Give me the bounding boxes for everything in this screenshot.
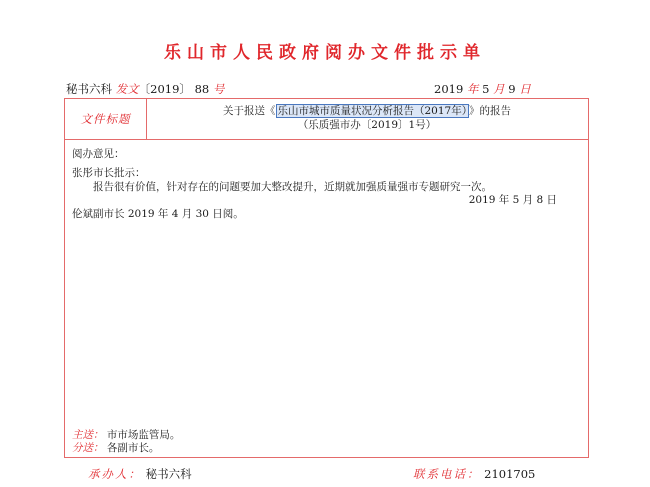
doc-prefix: 秘书六科 bbox=[66, 82, 112, 96]
phone bbox=[413, 466, 535, 482]
opinion-body bbox=[72, 167, 577, 221]
subject-text bbox=[147, 104, 587, 132]
approver-line: 张彤市长批示： bbox=[72, 167, 146, 179]
subject-suffix: 》的报告 bbox=[468, 105, 511, 117]
subject-label: 文件标题 bbox=[65, 99, 147, 139]
date-day: 9 bbox=[508, 82, 516, 96]
selected-report-title[interactable]: 乐山市城市质量状况分析报告（2017年） bbox=[277, 105, 467, 117]
main-recipient-label: 主送： bbox=[72, 429, 104, 441]
doc-year: 〔2019〕 bbox=[138, 82, 191, 96]
document-number bbox=[66, 81, 224, 97]
approval-form bbox=[64, 98, 589, 458]
opinion-label: 阅办意见： bbox=[72, 148, 125, 160]
main-recipient-value: 市市场监管局。 bbox=[106, 429, 181, 441]
subject-reference: （乐质强市办〔2019〕1号） bbox=[297, 119, 437, 131]
subject-row bbox=[65, 99, 588, 140]
cc-recipient bbox=[72, 442, 180, 455]
routing bbox=[72, 429, 180, 454]
document-date bbox=[434, 81, 531, 97]
subject-prefix: 关于报送《 bbox=[223, 105, 276, 117]
main-recipient bbox=[72, 429, 180, 442]
date-month-label: 月 bbox=[493, 82, 505, 96]
date-year: 2019 bbox=[434, 82, 464, 96]
date-month: 5 bbox=[482, 82, 490, 96]
cc-recipient-value: 各副市长。 bbox=[106, 441, 160, 454]
cc-recipient-label: 分送： bbox=[72, 441, 104, 454]
doc-label: 发文 bbox=[115, 82, 139, 96]
doc-number: 88 bbox=[194, 82, 210, 96]
doc-suffix: 号 bbox=[212, 82, 225, 96]
handler-value: 秘书六科 bbox=[145, 467, 192, 481]
instruction-text: 报告很有价值，针对存在的问题要加大整改提升，近期就加强质量强市专题研究一次。 bbox=[93, 180, 492, 193]
date-day-label: 日 bbox=[519, 82, 531, 96]
sign-date: 2019 年 5 月 8 日 bbox=[468, 194, 557, 206]
read-note: 伦斌副市长 2019 年 4 月 30 日阅。 bbox=[72, 207, 244, 220]
document-title: 乐山市人民政府阅办文件批示单 bbox=[164, 43, 486, 63]
date-year-label: 年 bbox=[466, 82, 479, 96]
phone-value: 2101705 bbox=[484, 467, 536, 481]
phone-label: 联系电话： bbox=[413, 467, 481, 481]
handler-label: 承办人： bbox=[88, 467, 142, 481]
handler bbox=[88, 466, 192, 482]
